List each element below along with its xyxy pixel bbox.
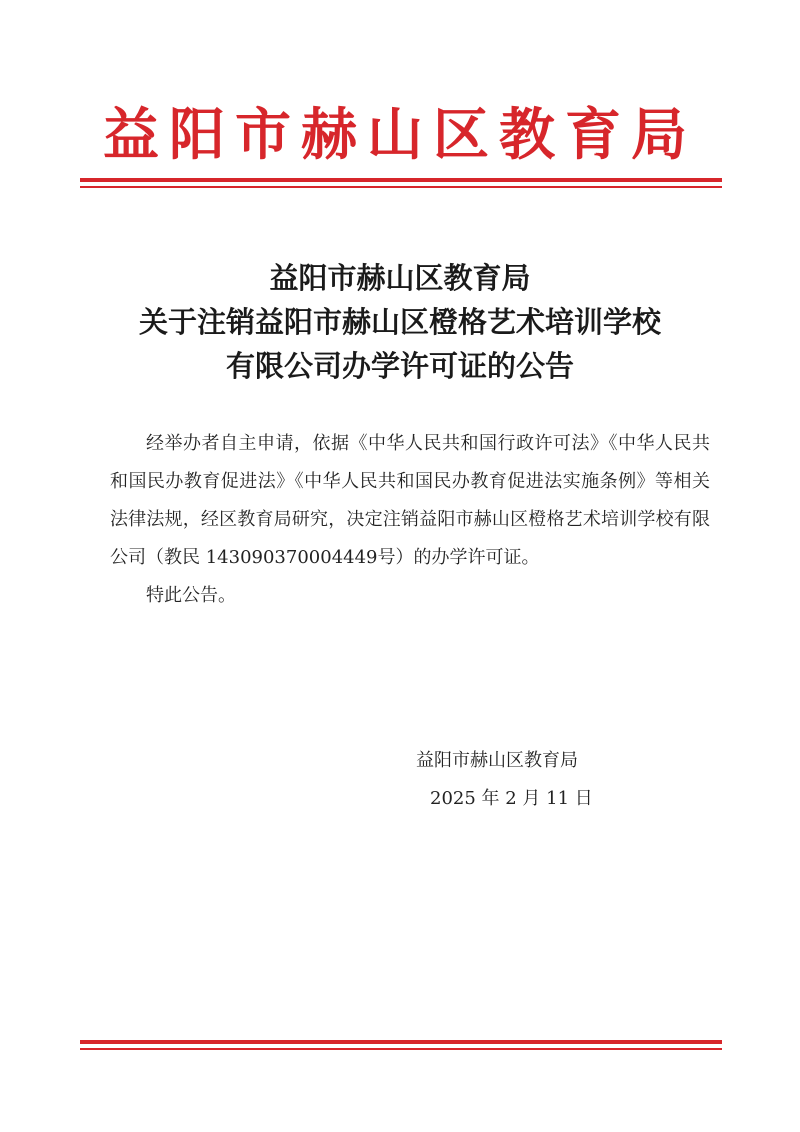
letterhead-rule-thick bbox=[80, 178, 722, 182]
signature-block bbox=[400, 742, 640, 818]
notice-title-line-1: 益阳市赫山区教育局 bbox=[269, 261, 531, 295]
notice-title bbox=[0, 256, 800, 388]
signature-organization: 益阳市赫山区教育局 bbox=[416, 750, 578, 771]
notice-body bbox=[110, 425, 710, 615]
footer-rule-thick bbox=[80, 1040, 722, 1044]
letterhead-rule-thin bbox=[80, 186, 722, 188]
footer-rule-thin bbox=[80, 1048, 722, 1050]
notice-paragraph-closing: 特此公告。 bbox=[146, 585, 236, 606]
notice-title-line-2: 关于注销益阳市赫山区橙格艺术培训学校 bbox=[138, 305, 661, 339]
letterhead-title: 益阳市赫山区教育局 bbox=[103, 102, 697, 168]
signature-date: 2025 年 2 月 11 日 bbox=[430, 788, 593, 809]
notice-paragraph-main: 经举办者自主申请，依据《中华人民共和国行政许可法》《中华人民共和国民办教育促进法》《中华人民共和国民办教育促进法实施条例》等相关法律法规，经区教育局研究，决定注销益阳市赫山区橙格艺术培训学校有限公司（教民 143090370004449号）的办学许可证。 bbox=[110, 433, 710, 568]
notice-title-line-3: 有限公司办学许可证的公告 bbox=[225, 349, 574, 383]
